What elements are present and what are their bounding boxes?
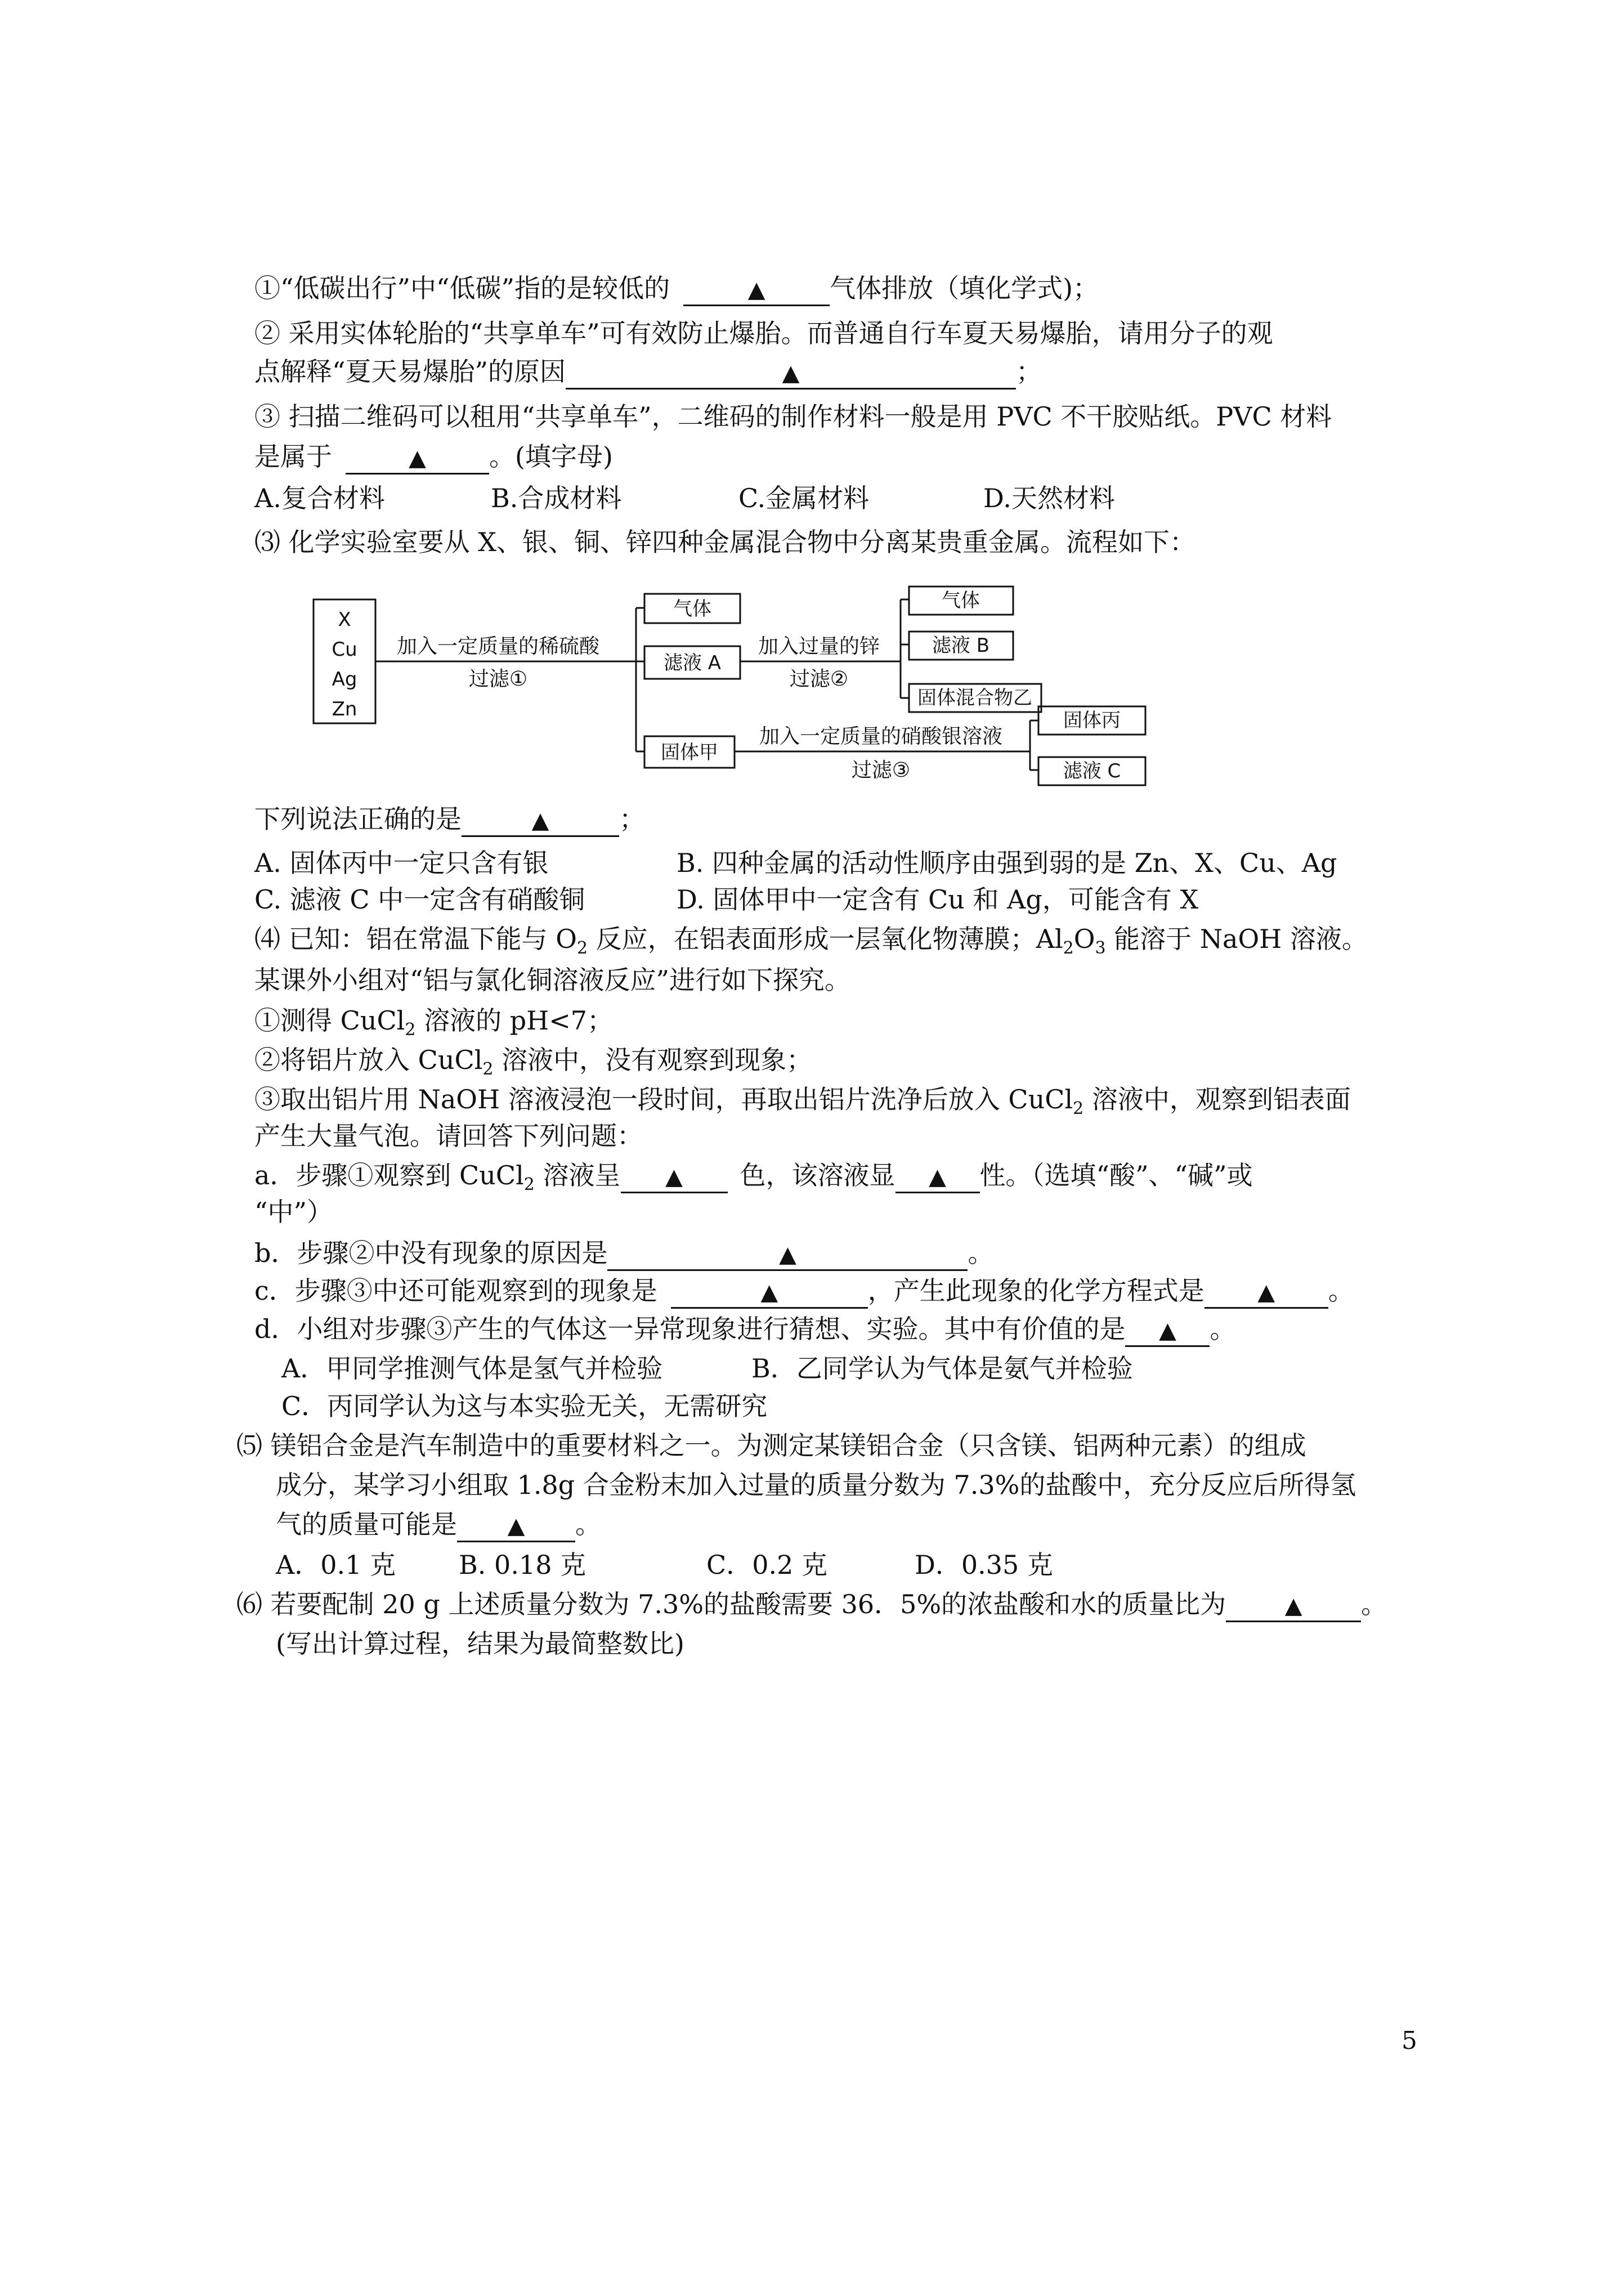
q5-line2: 成分，某学习小组取 1.8g 合金粉末加入过量的质量分数为 7.3%的盐酸中，充分反应后所得氢 xyxy=(276,1470,1356,1500)
option-c[interactable]: C.金属材料 xyxy=(738,483,870,513)
option-b[interactable]: B.合成材料 xyxy=(491,483,622,513)
q3-options-cd xyxy=(254,884,1198,915)
flow-step1-operation: 过滤① xyxy=(468,668,528,691)
separation-flowchart xyxy=(312,585,1213,794)
q4-question-c: c．步骤③中还可能观察到的现象是 ▲ ，产生此现象的化学方程式是 ▲ 。 xyxy=(254,1275,1354,1306)
flow-filtrate-b: 滤液 B xyxy=(932,634,990,657)
option-a[interactable]: A. 固体丙中一定只含有银 xyxy=(254,848,549,878)
q4-step2: ②将铝片放入 CuCl$_2$ 溶液中，没有观察到现象； xyxy=(254,1045,813,1080)
q4-d-options-ab xyxy=(281,1353,1133,1384)
q3-intro: ⑶ 化学实验室要从 X、银、铜、锌四种金属混合物中分离某贵重金属。流程如下： xyxy=(254,527,1195,557)
flow-start-x: X xyxy=(338,608,351,631)
option-a[interactable]: A．甲同学推测气体是氢气并检验 xyxy=(281,1353,663,1384)
option-c[interactable]: C. 滤液 C 中一定含有硝酸铜 xyxy=(254,884,585,915)
answer-blank[interactable] xyxy=(621,1161,728,1193)
q2-line5: 是属于 ▲ 。(填字母) xyxy=(254,441,613,472)
answer-blank[interactable] xyxy=(346,442,489,475)
q6-line1: ⑹ 若要配制 20 g 上述质量分数为 7.3%的盐酸需要 36．5%的浓盐酸和水的质量比为 ▲ 。 xyxy=(236,1588,1387,1620)
flow-start-cu: Cu xyxy=(332,638,357,661)
q4-question-b: b．步骤②中没有现象的原因是 ▲ 。 xyxy=(254,1237,993,1269)
option-d[interactable]: D. 固体甲中一定含有 Cu 和 Ag，可能含有 X xyxy=(677,884,1199,915)
option-a[interactable]: A.复合材料 xyxy=(254,483,385,513)
option-d[interactable]: D．0.35 克 xyxy=(915,1550,1053,1580)
flow-gas2: 气体 xyxy=(942,589,980,612)
triangle-marker: ▲ xyxy=(665,1164,683,1190)
triangle-marker: ▲ xyxy=(409,445,426,471)
flow-solid-jia: 固体甲 xyxy=(661,741,718,764)
q5-line3: 气的质量可能是 ▲ 。 xyxy=(276,1509,601,1540)
answer-blank[interactable] xyxy=(671,1276,868,1309)
flow-step2-reagent: 加入过量的锌 xyxy=(758,635,880,658)
q4-step1: ①测得 CuCl$_2$ 溶液的 pH<7； xyxy=(254,1005,614,1040)
answer-blank[interactable] xyxy=(895,1161,980,1193)
answer-blank[interactable] xyxy=(1226,1590,1361,1622)
page-number: 5 xyxy=(1401,2026,1417,2055)
answer-blank[interactable] xyxy=(1125,1314,1210,1347)
flow-step3-reagent: 加入一定质量的硝酸银溶液 xyxy=(759,725,1003,748)
flow-solid-bing: 固体丙 xyxy=(1063,709,1121,732)
flow-step3-operation: 过滤③ xyxy=(851,759,911,782)
triangle-marker: ▲ xyxy=(1284,1593,1302,1619)
answer-blank[interactable] xyxy=(566,357,1016,390)
q4-step3: ③取出铝片用 NaOH 溶液浸泡一段时间，再取出铝片洗净后放入 CuCl$_2$ 溶液中，观察到铝表面 xyxy=(254,1084,1351,1119)
flow-step1-reagent: 加入一定质量的稀硫酸 xyxy=(396,635,600,658)
q4-step3-cont: 产生大量气泡。请回答下列问题： xyxy=(254,1121,643,1151)
flow-solid-mixture-yi: 固体混合物乙 xyxy=(917,687,1032,709)
option-b[interactable]: B. 四种金属的活动性顺序由强到弱的是 Zn、X、Cu、Ag xyxy=(677,848,1337,878)
q4-question-d: d．小组对步骤③产生的气体这一异常现象进行猜想、实验。其中有价值的是 ▲ 。 xyxy=(254,1313,1235,1345)
q2-line4: ③ 扫描二维码可以租用“共享单车”，二维码的制作材料一般是用 PVC 不干胶贴纸。PVC 材料 xyxy=(254,401,1332,432)
triangle-marker: ▲ xyxy=(747,277,765,303)
flow-start-ag: Ag xyxy=(332,668,357,691)
triangle-marker: ▲ xyxy=(1257,1279,1275,1305)
q3-question: 下列说法正确的是 ▲ ； xyxy=(254,803,645,835)
q4-line2: 某课外小组对“铝与氯化铜溶液反应”进行如下探究。 xyxy=(254,965,851,995)
flow-step2-operation: 过滤② xyxy=(789,668,849,691)
option-b[interactable]: B．乙同学认为气体是氨气并检验 xyxy=(751,1353,1133,1384)
triangle-marker: ▲ xyxy=(507,1513,525,1539)
option-c[interactable]: C．丙同学认为这与本实验无关，无需研究 xyxy=(281,1391,768,1421)
flow-start-zn: Zn xyxy=(332,698,357,720)
q2-options xyxy=(254,482,1115,514)
option-a[interactable]: A．0.1 克 xyxy=(276,1550,396,1580)
q6-line2: (写出计算过程，结果为最简整数比) xyxy=(276,1628,684,1659)
triangle-marker: ▲ xyxy=(531,808,549,834)
q5-line1: ⑸ 镁铝合金是汽车制造中的重要材料之一。为测定某镁铝合金（只含镁、铝两种元素）的组成 xyxy=(236,1430,1306,1461)
flow-filtrate-a: 滤液 A xyxy=(663,652,722,674)
q3-options-ab xyxy=(254,847,1337,879)
q4-line1: ⑷ 已知：铝在常温下能与 $O_2$ 反应，在铝表面形成一层氧化物薄膜；$Al_2O_3$ 能溶于 NaOH 溶液。 xyxy=(254,924,1368,959)
option-c[interactable]: C．0.2 克 xyxy=(706,1550,827,1580)
flow-filtrate-c: 滤液 C xyxy=(1063,760,1121,782)
q2-line1: ①“低碳出行”中“低碳”指的是较低的 ▲ 气体排放（填化学式)； xyxy=(254,272,1099,304)
option-b[interactable]: B. 0.18 克 xyxy=(459,1550,586,1580)
triangle-marker: ▲ xyxy=(1159,1318,1176,1344)
triangle-marker: ▲ xyxy=(760,1279,778,1305)
triangle-marker: ▲ xyxy=(929,1164,946,1190)
q2-line2: ② 采用实体轮胎的“共享单车”可有效防止爆胎。而普通自行车夏天易爆胎，请用分子的观 xyxy=(254,318,1273,348)
q5-options xyxy=(276,1549,1053,1581)
answer-blank[interactable] xyxy=(457,1510,575,1542)
answer-blank[interactable] xyxy=(683,274,830,306)
answer-blank[interactable] xyxy=(607,1238,968,1271)
answer-blank[interactable] xyxy=(462,804,619,837)
triangle-marker: ▲ xyxy=(779,1242,796,1268)
flow-gas1: 气体 xyxy=(673,598,711,620)
q4-question-a: a．步骤①观察到 CuCl$_2$ 溶液呈 ▲ 色，该溶液显 ▲ 性。（选填“酸”、“碱”或 xyxy=(254,1160,1253,1195)
q2-line3: 点解释“夏天易爆胎”的原因 ▲ ； xyxy=(254,356,1042,387)
q4-question-a-cont: “中”） xyxy=(254,1197,333,1227)
answer-blank[interactable] xyxy=(1204,1276,1328,1309)
option-d[interactable]: D.天然材料 xyxy=(983,483,1115,513)
triangle-marker: ▲ xyxy=(782,360,800,386)
q4-d-option-c xyxy=(281,1390,767,1422)
